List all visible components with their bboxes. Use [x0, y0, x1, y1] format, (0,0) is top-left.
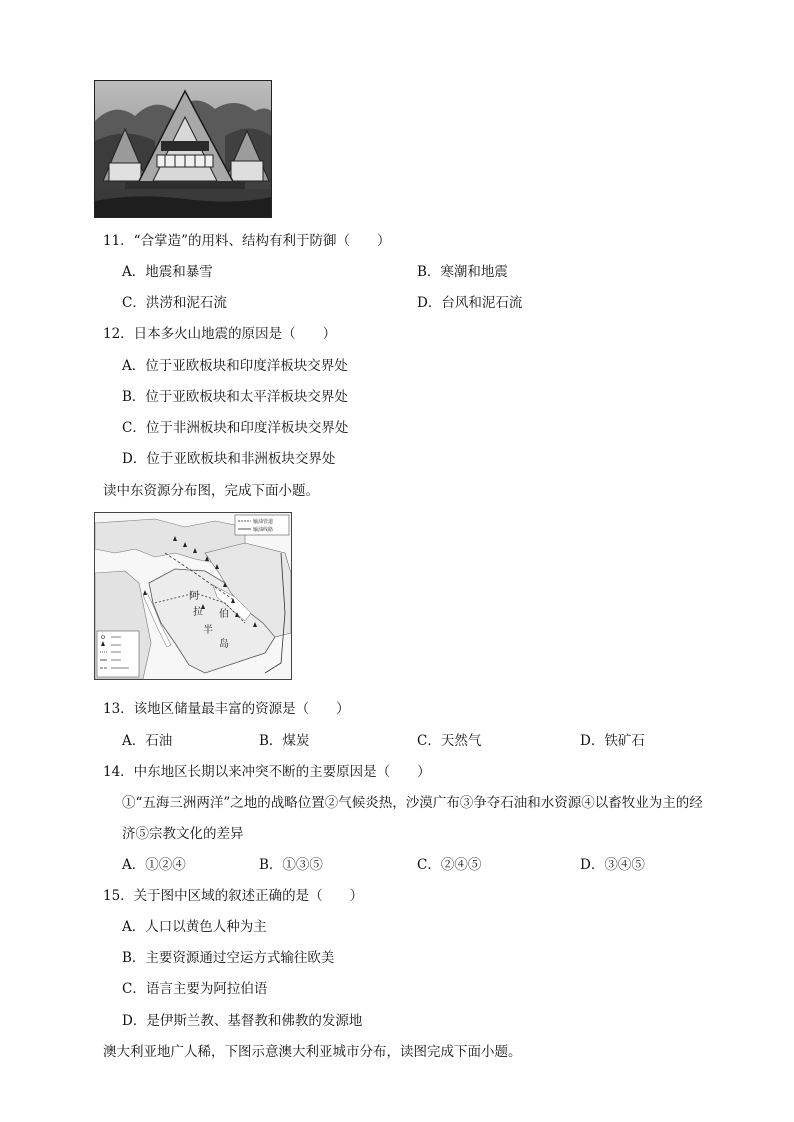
q15-option-c[interactable]: C．语言主要为阿拉伯语	[122, 981, 268, 997]
q13-option-a[interactable]: A．石油	[122, 733, 173, 749]
q11-stem: 11．“合掌造”的用料、结构有利于防御（ ）	[103, 233, 391, 249]
q11-option-d[interactable]: D．台风和泥石流	[417, 295, 523, 311]
map-label-a: 阿	[189, 591, 199, 602]
q12-option-c[interactable]: C．位于非洲板块和印度洋板块交界处	[122, 420, 349, 436]
q11-option-a[interactable]: A．地震和暴雪	[122, 264, 213, 280]
q13-option-c[interactable]: C．天然气	[417, 733, 482, 749]
q15-option-b[interactable]: B．主要资源通过空运方式输往欧美	[122, 950, 335, 966]
q12-option-b[interactable]: B．位于亚欧板块和太平洋板块交界处	[122, 389, 348, 405]
q14-option-c[interactable]: C．②④⑤	[417, 857, 482, 873]
middle-east-resource-map	[94, 512, 292, 680]
q15-option-a[interactable]: A．人口以黄色人种为主	[122, 919, 267, 935]
q14-stem: 14．中东地区长期以来冲突不断的主要原因是（ ）	[103, 764, 431, 780]
q14-option-a[interactable]: A．①②④	[122, 857, 186, 873]
q12-stem: 12．日本多火山地震的原因是（ ）	[103, 326, 337, 342]
q13-option-b[interactable]: B．煤炭	[259, 733, 310, 749]
q12-option-d[interactable]: D．位于亚欧板块和非洲板块交界处	[122, 451, 336, 467]
gassho-house-photo	[94, 80, 272, 218]
map-label-c: 伯	[219, 609, 229, 620]
q14-option-b[interactable]: B．①③⑤	[259, 857, 323, 873]
q11-option-c[interactable]: C．洪涝和泥石流	[122, 295, 227, 311]
q15-stem: 15．关于图中区域的叙述正确的是（ ）	[103, 888, 364, 904]
q13-stem: 13．该地区储量最丰富的资源是（ ）	[103, 701, 350, 717]
q14-statements-line1: ①“五海三洲两洋”之地的战略位置②气候炎热，沙漠广布③争夺石油和水资源④以畜牧业为主的经	[122, 795, 703, 811]
q12-option-a[interactable]: A．位于亚欧板块和印度洋板块交界处	[122, 358, 348, 374]
map-label-b: 拉	[193, 607, 203, 618]
map-label-d: 半	[203, 625, 213, 636]
map-label-e: 岛	[219, 639, 229, 650]
legend-route: 输油线路	[253, 527, 274, 533]
q15-option-d[interactable]: D．是伊斯兰教、基督教和佛教的发源地	[122, 1013, 363, 1029]
legend-pipeline: 输油管道	[253, 519, 274, 525]
intro-middle-east: 读中东资源分布图，完成下面小题。	[103, 483, 319, 499]
intro-australia: 澳大利亚地广人稀，下图示意澳大利亚城市分布，读图完成下面小题。	[103, 1044, 522, 1060]
q14-statements-line2: 济⑤宗教文化的差异	[122, 826, 244, 842]
q11-option-b[interactable]: B．寒潮和地震	[417, 264, 508, 280]
q14-option-d[interactable]: D．③④⑤	[580, 857, 645, 873]
q13-option-d[interactable]: D．铁矿石	[580, 733, 645, 749]
